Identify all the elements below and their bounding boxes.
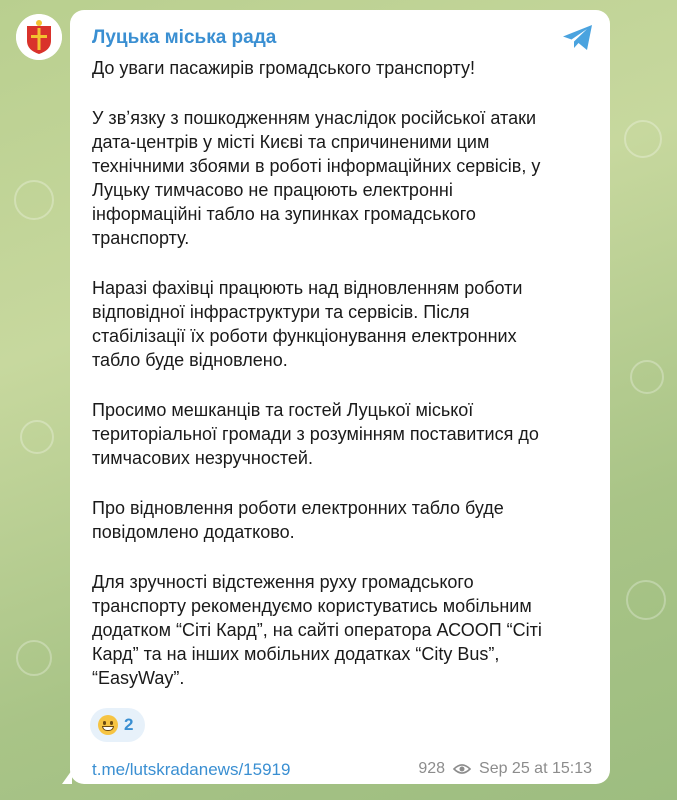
message-paragraph: Просимо мешканців та гостей Луцької міської територіальної громади з розумінням поставитися до тимчасових незручностей.	[92, 400, 539, 468]
background-doodle	[20, 420, 54, 454]
city-council-emblem-icon	[16, 14, 62, 60]
channel-title[interactable]: Луцька міська рада	[92, 27, 277, 48]
bubble-tail	[62, 770, 72, 784]
reaction-button[interactable]	[90, 708, 145, 742]
channel-avatar[interactable]	[16, 14, 62, 60]
reaction-count: 2	[124, 715, 134, 734]
message-meta	[418, 760, 592, 778]
message-paragraph: До уваги пасажирів громадського транспорту!	[92, 58, 475, 78]
grinning-face-icon	[98, 715, 118, 735]
eye-icon	[453, 763, 471, 775]
message-timestamp: Sep 25 at 15:13	[479, 760, 592, 777]
background-doodle	[630, 360, 664, 394]
background-doodle	[14, 180, 54, 220]
message-paragraph: Про відновлення роботи електронних табло буде повідомлено додатково.	[92, 498, 504, 542]
message-paragraph: Для зручності відстеження руху громадського транспорту рекомендуємо користуватись мобільним додатком “Сіті Кард”, на сайті оператора АСООП “Сіті Кард” та на інших мобільних додатках “City Bus”, “EasyWay”.	[92, 572, 542, 688]
background-doodle	[16, 640, 52, 676]
background-doodle	[626, 580, 666, 620]
message-paragraph: Наразі фахівці працюють над відновленням роботи відповідної інфраструктури та сервісів. Після стабілізації їх роботи функціонування електронних табло буде відновлено.	[92, 278, 523, 370]
message-link[interactable]: t.me/lutskradanews/15919	[92, 760, 291, 779]
background-doodle	[624, 120, 662, 158]
message-bubble	[70, 10, 610, 784]
telegram-share-icon[interactable]	[562, 24, 594, 52]
message-paragraph: У звʼязку з пошкодженням унаслідок російської атаки дата-центрів у місті Києві та спричиненими цим технічними збоями в роботі інформаційних сервісів, у Луцьку тимчасово не працюють електронні інформаційні табло на зупинках громадського транспорту.	[92, 108, 541, 248]
view-count: 928	[418, 760, 446, 777]
